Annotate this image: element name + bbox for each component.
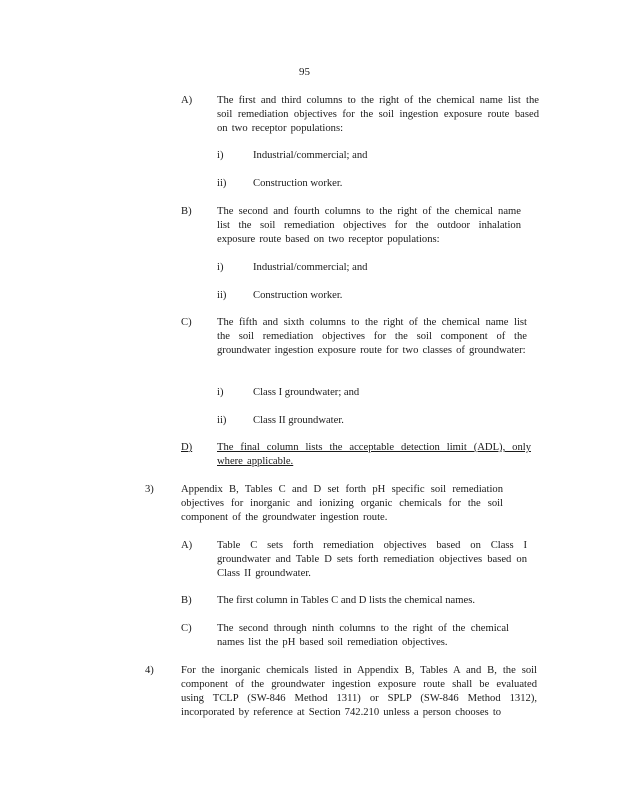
section-c-item-1-label: i) [217, 387, 224, 398]
section-a-item-1-text: Industrial/commercial; and [253, 150, 368, 161]
item-3-sub-a-text: Table C sets forth remediation objectives based on Class I groundwater and Table D sets forth remediation objectives based on Class II groundwater. [217, 540, 527, 579]
item-3-sub-b-text: The first column in Tables C and D lists the chemical names. [217, 595, 475, 606]
section-b-label: B) [181, 206, 192, 217]
section-c-item-2-label: ii) [217, 415, 227, 426]
section-c-item-2-text: Class II groundwater. [253, 415, 344, 426]
item-3-label: 3) [145, 484, 154, 495]
section-c-label: C) [181, 317, 192, 328]
item-3-sub-b-label: B) [181, 595, 192, 606]
item-3-sub-a-label: A) [181, 540, 193, 551]
section-b-item-2-text: Construction worker. [253, 290, 343, 301]
section-d-text: The final column lists the acceptable detection limit (ADL), only where applicable. [217, 442, 531, 467]
section-a-label: A) [181, 95, 193, 106]
section-b-item-1-label: i) [217, 262, 224, 273]
section-a-text: The first and third columns to the right of the chemical name list the soil remediation objectives for the soil ingestion exposure route based on two receptor populations: [217, 95, 539, 134]
item-4-label: 4) [145, 665, 154, 676]
section-a-item-1-label: i) [217, 150, 224, 161]
item-3-sub-c-text: The second through ninth columns to the right of the chemical names list the pH based soil remediation objectives. [217, 623, 509, 648]
section-b-item-2-label: ii) [217, 290, 227, 301]
page-number: 95 [299, 66, 310, 78]
item-4-text: For the inorganic chemicals listed in Appendix B, Tables A and B, the soil component of the groundwater ingestion exposure route shall be evaluated using TCLP (SW-846 Method 1311) or SPLP (SW-846 Method 1312), incorporated by reference at Section 742.210 unless a person chooses to [181, 665, 537, 718]
section-c-item-1-text: Class I groundwater; and [253, 387, 360, 398]
item-3-text: Appendix B, Tables C and D set forth pH specific soil remediation objectives for inorganic and ionizing organic chemicals for the soil component of the groundwater ingestion route. [181, 484, 503, 523]
section-c-text: The fifth and sixth columns to the right of the chemical name list the soil remediation objectives for the soil component of the groundwater ingestion exposure route for two classes of groundwater: [217, 317, 527, 356]
section-a-item-2-text: Construction worker. [253, 178, 343, 189]
section-d-label: D) [181, 442, 193, 453]
section-b-text: The second and fourth columns to the right of the chemical name list the soil remediation objectives for the outdoor inhalation exposure route based on two receptor populations: [217, 206, 521, 245]
section-a-item-2-label: ii) [217, 178, 227, 189]
section-b-item-1-text: Industrial/commercial; and [253, 262, 368, 273]
item-3-sub-c-label: C) [181, 623, 192, 634]
